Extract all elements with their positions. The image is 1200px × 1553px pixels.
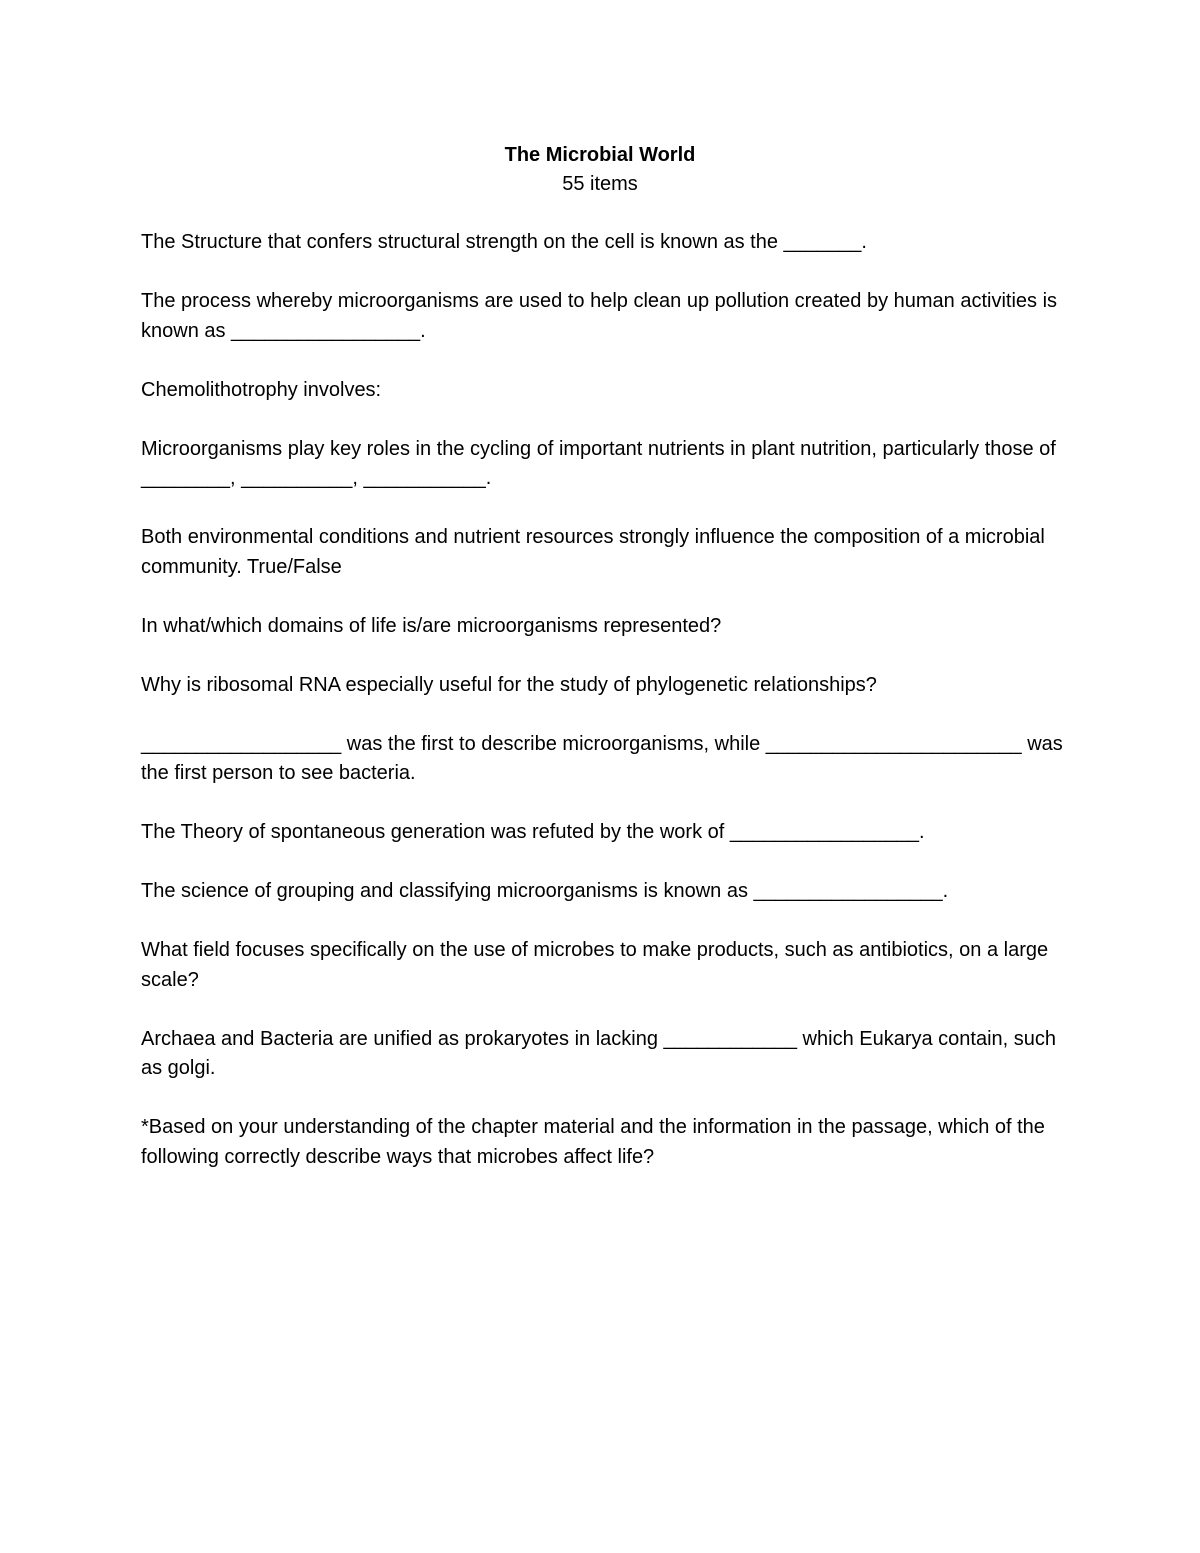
question-1: The Structure that confers structural strength on the cell is known as the _______. xyxy=(141,231,867,253)
item-count: 55 items xyxy=(562,173,638,195)
question-13: *Based on your understanding of the chapter material and the information in the passage, which of the following correctly describe ways that microbes affect life? xyxy=(141,1116,1045,1168)
question-10: The science of grouping and classifying microorganisms is known as _________________. xyxy=(141,880,949,902)
question-3: Chemolithotrophy involves: xyxy=(141,378,382,401)
question-7: Why is ribosomal RNA especially useful for the study of phylogenetic relationships? xyxy=(141,673,877,696)
question-8: __________________ was the first to describe microorganisms, while _______________________ was the first person to see bacteria. xyxy=(141,732,1063,784)
question-5: Both environmental conditions and nutrient resources strongly influence the composition of a microbial community. True/False xyxy=(141,526,1045,578)
question-9: The Theory of spontaneous generation was refuted by the work of _________________. xyxy=(141,821,925,843)
question-4: Microorganisms play key roles in the cycling of important nutrients in plant nutrition, particularly those of ________, __________, ___________. xyxy=(141,437,1056,489)
question-6: In what/which domains of life is/are microorganisms represented? xyxy=(141,614,722,637)
document-header xyxy=(0,141,1200,199)
document-title: The Microbial World xyxy=(504,144,696,166)
question-2: The process whereby microorganisms are used to help clean up pollution created by human activities is known as _________________. xyxy=(141,290,1058,342)
question-11: What field focuses specifically on the use of microbes to make products, such as antibiotics, on a large scale? xyxy=(141,939,1049,991)
question-12: Archaea and Bacteria are unified as prokaryotes in lacking ____________ which Eukarya contain, such as golgi. xyxy=(141,1027,1057,1079)
question-list xyxy=(141,228,1071,1202)
